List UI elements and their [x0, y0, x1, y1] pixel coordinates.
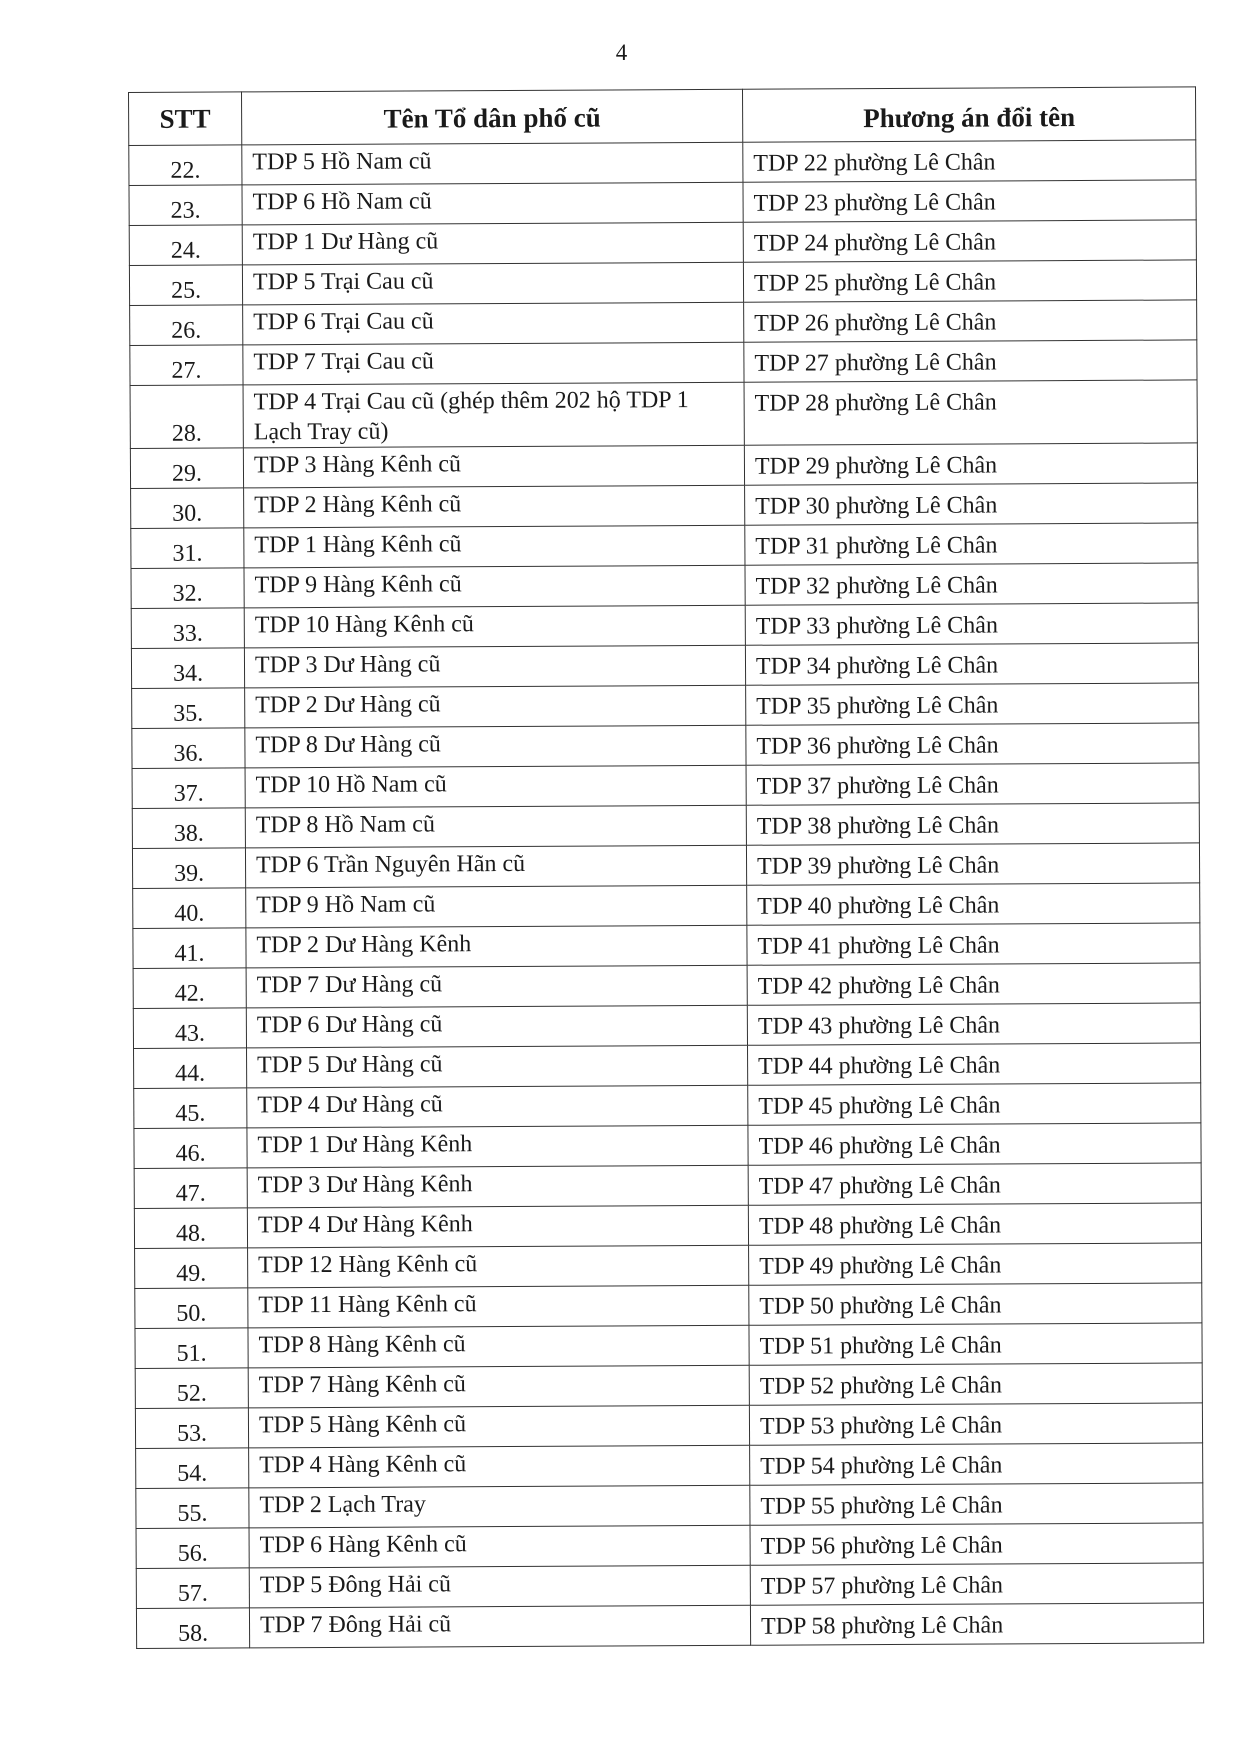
row-new-name: TDP 30 phường Lê Chân [745, 483, 1198, 525]
row-new-name: TDP 45 phường Lê Chân [748, 1083, 1201, 1125]
row-old-name: TDP 7 Hàng Kênh cũ [248, 1365, 749, 1408]
row-stt: 30. [131, 488, 244, 529]
row-new-name: TDP 43 phường Lê Chân [747, 1003, 1200, 1045]
row-stt: 38. [132, 808, 245, 849]
page-number: 4 [615, 40, 628, 65]
row-new-name: TDP 57 phường Lê Chân [750, 1563, 1203, 1605]
table-row [130, 380, 1197, 449]
row-stt: 56. [136, 1528, 249, 1569]
row-old-name: TDP 10 Hồ Nam cũ [245, 765, 746, 808]
table-row [136, 1603, 1203, 1649]
row-stt: 58. [136, 1608, 249, 1649]
table-row [130, 443, 1197, 489]
row-stt: 40. [133, 888, 246, 929]
table-row [134, 1123, 1201, 1169]
row-stt: 53. [135, 1408, 248, 1449]
row-old-name: TDP 5 Trại Cau cũ [242, 262, 743, 305]
table-row [129, 180, 1196, 226]
row-old-name: TDP 9 Hồ Nam cũ [246, 885, 747, 928]
row-new-name: TDP 41 phường Lê Chân [747, 923, 1200, 965]
table-row [135, 1363, 1202, 1409]
row-new-name: TDP 42 phường Lê Chân [747, 963, 1200, 1005]
row-old-name: TDP 12 Hàng Kênh cũ [248, 1245, 749, 1288]
row-old-name: TDP 8 Hồ Nam cũ [245, 805, 746, 848]
row-stt: 35. [132, 688, 245, 729]
row-new-name: TDP 50 phường Lê Chân [749, 1283, 1202, 1325]
row-new-name: TDP 37 phường Lê Chân [746, 763, 1199, 805]
table-row [132, 723, 1199, 769]
table-row [135, 1403, 1202, 1449]
header-stt: STT [129, 92, 242, 146]
row-old-name: TDP 8 Dư Hàng cũ [245, 725, 746, 768]
table-row [132, 683, 1199, 729]
row-old-name: TDP 6 Hồ Nam cũ [242, 182, 743, 225]
row-new-name: TDP 58 phường Lê Chân [750, 1603, 1203, 1645]
row-stt: 34. [131, 648, 244, 689]
table-header-row [129, 87, 1196, 146]
row-new-name: TDP 36 phường Lê Chân [746, 723, 1199, 765]
table-row [134, 1083, 1201, 1129]
row-old-name: TDP 6 Dư Hàng cũ [246, 1005, 747, 1048]
row-stt: 26. [130, 305, 243, 346]
row-old-name: TDP 2 Lạch Tray [249, 1485, 750, 1528]
row-old-name: TDP 11 Hàng Kênh cũ [248, 1285, 749, 1328]
row-stt: 33. [131, 608, 244, 649]
row-new-name: TDP 23 phường Lê Chân [743, 180, 1196, 222]
row-stt: 22. [129, 145, 242, 186]
row-stt: 36. [132, 728, 245, 769]
row-old-name: TDP 4 Trại Cau cũ (ghép thêm 202 hộ TDP 1 Lạch Tray cũ) [243, 382, 744, 448]
row-new-name: TDP 32 phường Lê Chân [745, 563, 1198, 605]
table-row [131, 523, 1198, 569]
row-old-name: TDP 4 Dư Hàng Kênh [247, 1205, 748, 1248]
row-old-name: TDP 2 Hàng Kênh cũ [244, 485, 745, 528]
row-stt: 32. [131, 568, 244, 609]
table-row [133, 923, 1200, 969]
row-new-name: TDP 27 phường Lê Chân [744, 340, 1197, 382]
row-old-name: TDP 6 Hàng Kênh cũ [249, 1525, 750, 1568]
row-stt: 23. [129, 185, 242, 226]
row-new-name: TDP 47 phường Lê Chân [748, 1163, 1201, 1205]
table-row [136, 1483, 1203, 1529]
row-old-name: TDP 5 Đông Hải cũ [249, 1565, 750, 1608]
table-row [132, 843, 1199, 889]
row-new-name: TDP 39 phường Lê Chân [746, 843, 1199, 885]
row-stt: 39. [132, 848, 245, 889]
row-old-name: TDP 5 Hàng Kênh cũ [248, 1405, 749, 1448]
row-old-name: TDP 1 Dư Hàng cũ [242, 222, 743, 265]
table-row [134, 1043, 1201, 1089]
row-new-name: TDP 48 phường Lê Chân [748, 1203, 1201, 1245]
row-new-name: TDP 40 phường Lê Chân [747, 883, 1200, 925]
row-new-name: TDP 44 phường Lê Chân [747, 1043, 1200, 1085]
row-stt: 48. [134, 1208, 247, 1249]
row-new-name: TDP 26 phường Lê Chân [744, 300, 1197, 342]
row-new-name: TDP 46 phường Lê Chân [748, 1123, 1201, 1165]
row-old-name: TDP 4 Dư Hàng cũ [247, 1085, 748, 1128]
row-new-name: TDP 28 phường Lê Chân [744, 380, 1197, 445]
row-old-name: TDP 7 Đông Hải cũ [249, 1605, 750, 1648]
table-row [133, 1003, 1200, 1049]
row-old-name: TDP 10 Hàng Kênh cũ [244, 605, 745, 648]
row-stt: 44. [134, 1048, 247, 1089]
row-stt: 37. [132, 768, 245, 809]
table-row [134, 1163, 1201, 1209]
row-stt: 43. [133, 1008, 246, 1049]
row-stt: 29. [130, 448, 243, 489]
row-stt: 50. [135, 1288, 248, 1329]
row-new-name: TDP 56 phường Lê Chân [750, 1523, 1203, 1565]
row-old-name: TDP 6 Trần Nguyên Hãn cũ [245, 845, 746, 888]
row-stt: 24. [129, 225, 242, 266]
row-new-name: TDP 55 phường Lê Chân [750, 1483, 1203, 1525]
row-old-name: TDP 3 Dư Hàng Kênh [247, 1165, 748, 1208]
row-old-name: TDP 3 Dư Hàng cũ [244, 645, 745, 688]
row-old-name: TDP 5 Hồ Nam cũ [242, 142, 743, 185]
row-new-name: TDP 29 phường Lê Chân [744, 443, 1197, 485]
row-old-name: TDP 3 Hàng Kênh cũ [243, 445, 744, 488]
table-row [134, 1203, 1201, 1249]
row-stt: 55. [136, 1488, 249, 1529]
row-stt: 45. [134, 1088, 247, 1129]
row-new-name: TDP 49 phường Lê Chân [749, 1243, 1202, 1285]
row-new-name: TDP 53 phường Lê Chân [749, 1403, 1202, 1445]
row-stt: 52. [135, 1368, 248, 1409]
table-row [133, 883, 1200, 929]
table-row [135, 1283, 1202, 1329]
table-row [129, 260, 1196, 306]
row-new-name: TDP 24 phường Lê Chân [743, 220, 1196, 262]
row-new-name: TDP 34 phường Lê Chân [745, 643, 1198, 685]
row-stt: 42. [133, 968, 246, 1009]
table-row [129, 220, 1196, 266]
row-old-name: TDP 7 Trại Cau cũ [243, 342, 744, 385]
table-row [135, 1323, 1202, 1369]
row-new-name: TDP 33 phường Lê Chân [745, 603, 1198, 645]
rename-table [128, 86, 1204, 1649]
row-new-name: TDP 38 phường Lê Chân [746, 803, 1199, 845]
row-stt: 28. [130, 385, 243, 449]
table-row [129, 140, 1196, 186]
row-old-name: TDP 9 Hàng Kênh cũ [244, 565, 745, 608]
row-new-name: TDP 51 phường Lê Chân [749, 1323, 1202, 1365]
row-stt: 31. [131, 528, 244, 569]
table-row [136, 1563, 1203, 1609]
table-row [131, 643, 1198, 689]
table-row [132, 803, 1199, 849]
table-row [130, 340, 1197, 386]
row-old-name: TDP 1 Hàng Kênh cũ [244, 525, 745, 568]
table-row [136, 1523, 1203, 1569]
row-stt: 41. [133, 928, 246, 969]
row-old-name: TDP 8 Hàng Kênh cũ [248, 1325, 749, 1368]
row-old-name: TDP 7 Dư Hàng cũ [246, 965, 747, 1008]
row-old-name: TDP 1 Dư Hàng Kênh [247, 1125, 748, 1168]
header-old-name: Tên Tổ dân phố cũ [242, 89, 743, 145]
row-stt: 54. [136, 1448, 249, 1489]
table-row [135, 1243, 1202, 1289]
table-row [133, 963, 1200, 1009]
table-row [131, 483, 1198, 529]
row-old-name: TDP 2 Dư Hàng Kênh [246, 925, 747, 968]
table-row [130, 300, 1197, 346]
row-old-name: TDP 6 Trại Cau cũ [243, 302, 744, 345]
row-stt: 25. [129, 265, 242, 306]
row-new-name: TDP 31 phường Lê Chân [745, 523, 1198, 565]
row-new-name: TDP 35 phường Lê Chân [746, 683, 1199, 725]
row-old-name: TDP 4 Hàng Kênh cũ [249, 1445, 750, 1488]
row-stt: 46. [134, 1128, 247, 1169]
table-row [131, 563, 1198, 609]
table-row [136, 1443, 1203, 1489]
table-row [131, 603, 1198, 649]
header-new-name: Phương án đổi tên [742, 87, 1195, 142]
row-old-name: TDP 2 Dư Hàng cũ [245, 685, 746, 728]
row-new-name: TDP 22 phường Lê Chân [743, 140, 1196, 182]
row-stt: 47. [134, 1168, 247, 1209]
row-stt: 57. [136, 1568, 249, 1609]
row-stt: 49. [135, 1248, 248, 1289]
row-old-name: TDP 5 Dư Hàng cũ [247, 1045, 748, 1088]
row-new-name: TDP 25 phường Lê Chân [743, 260, 1196, 302]
row-stt: 27. [130, 345, 243, 386]
row-stt: 51. [135, 1328, 248, 1369]
row-new-name: TDP 52 phường Lê Chân [749, 1363, 1202, 1405]
table-row [132, 763, 1199, 809]
row-new-name: TDP 54 phường Lê Chân [750, 1443, 1203, 1485]
